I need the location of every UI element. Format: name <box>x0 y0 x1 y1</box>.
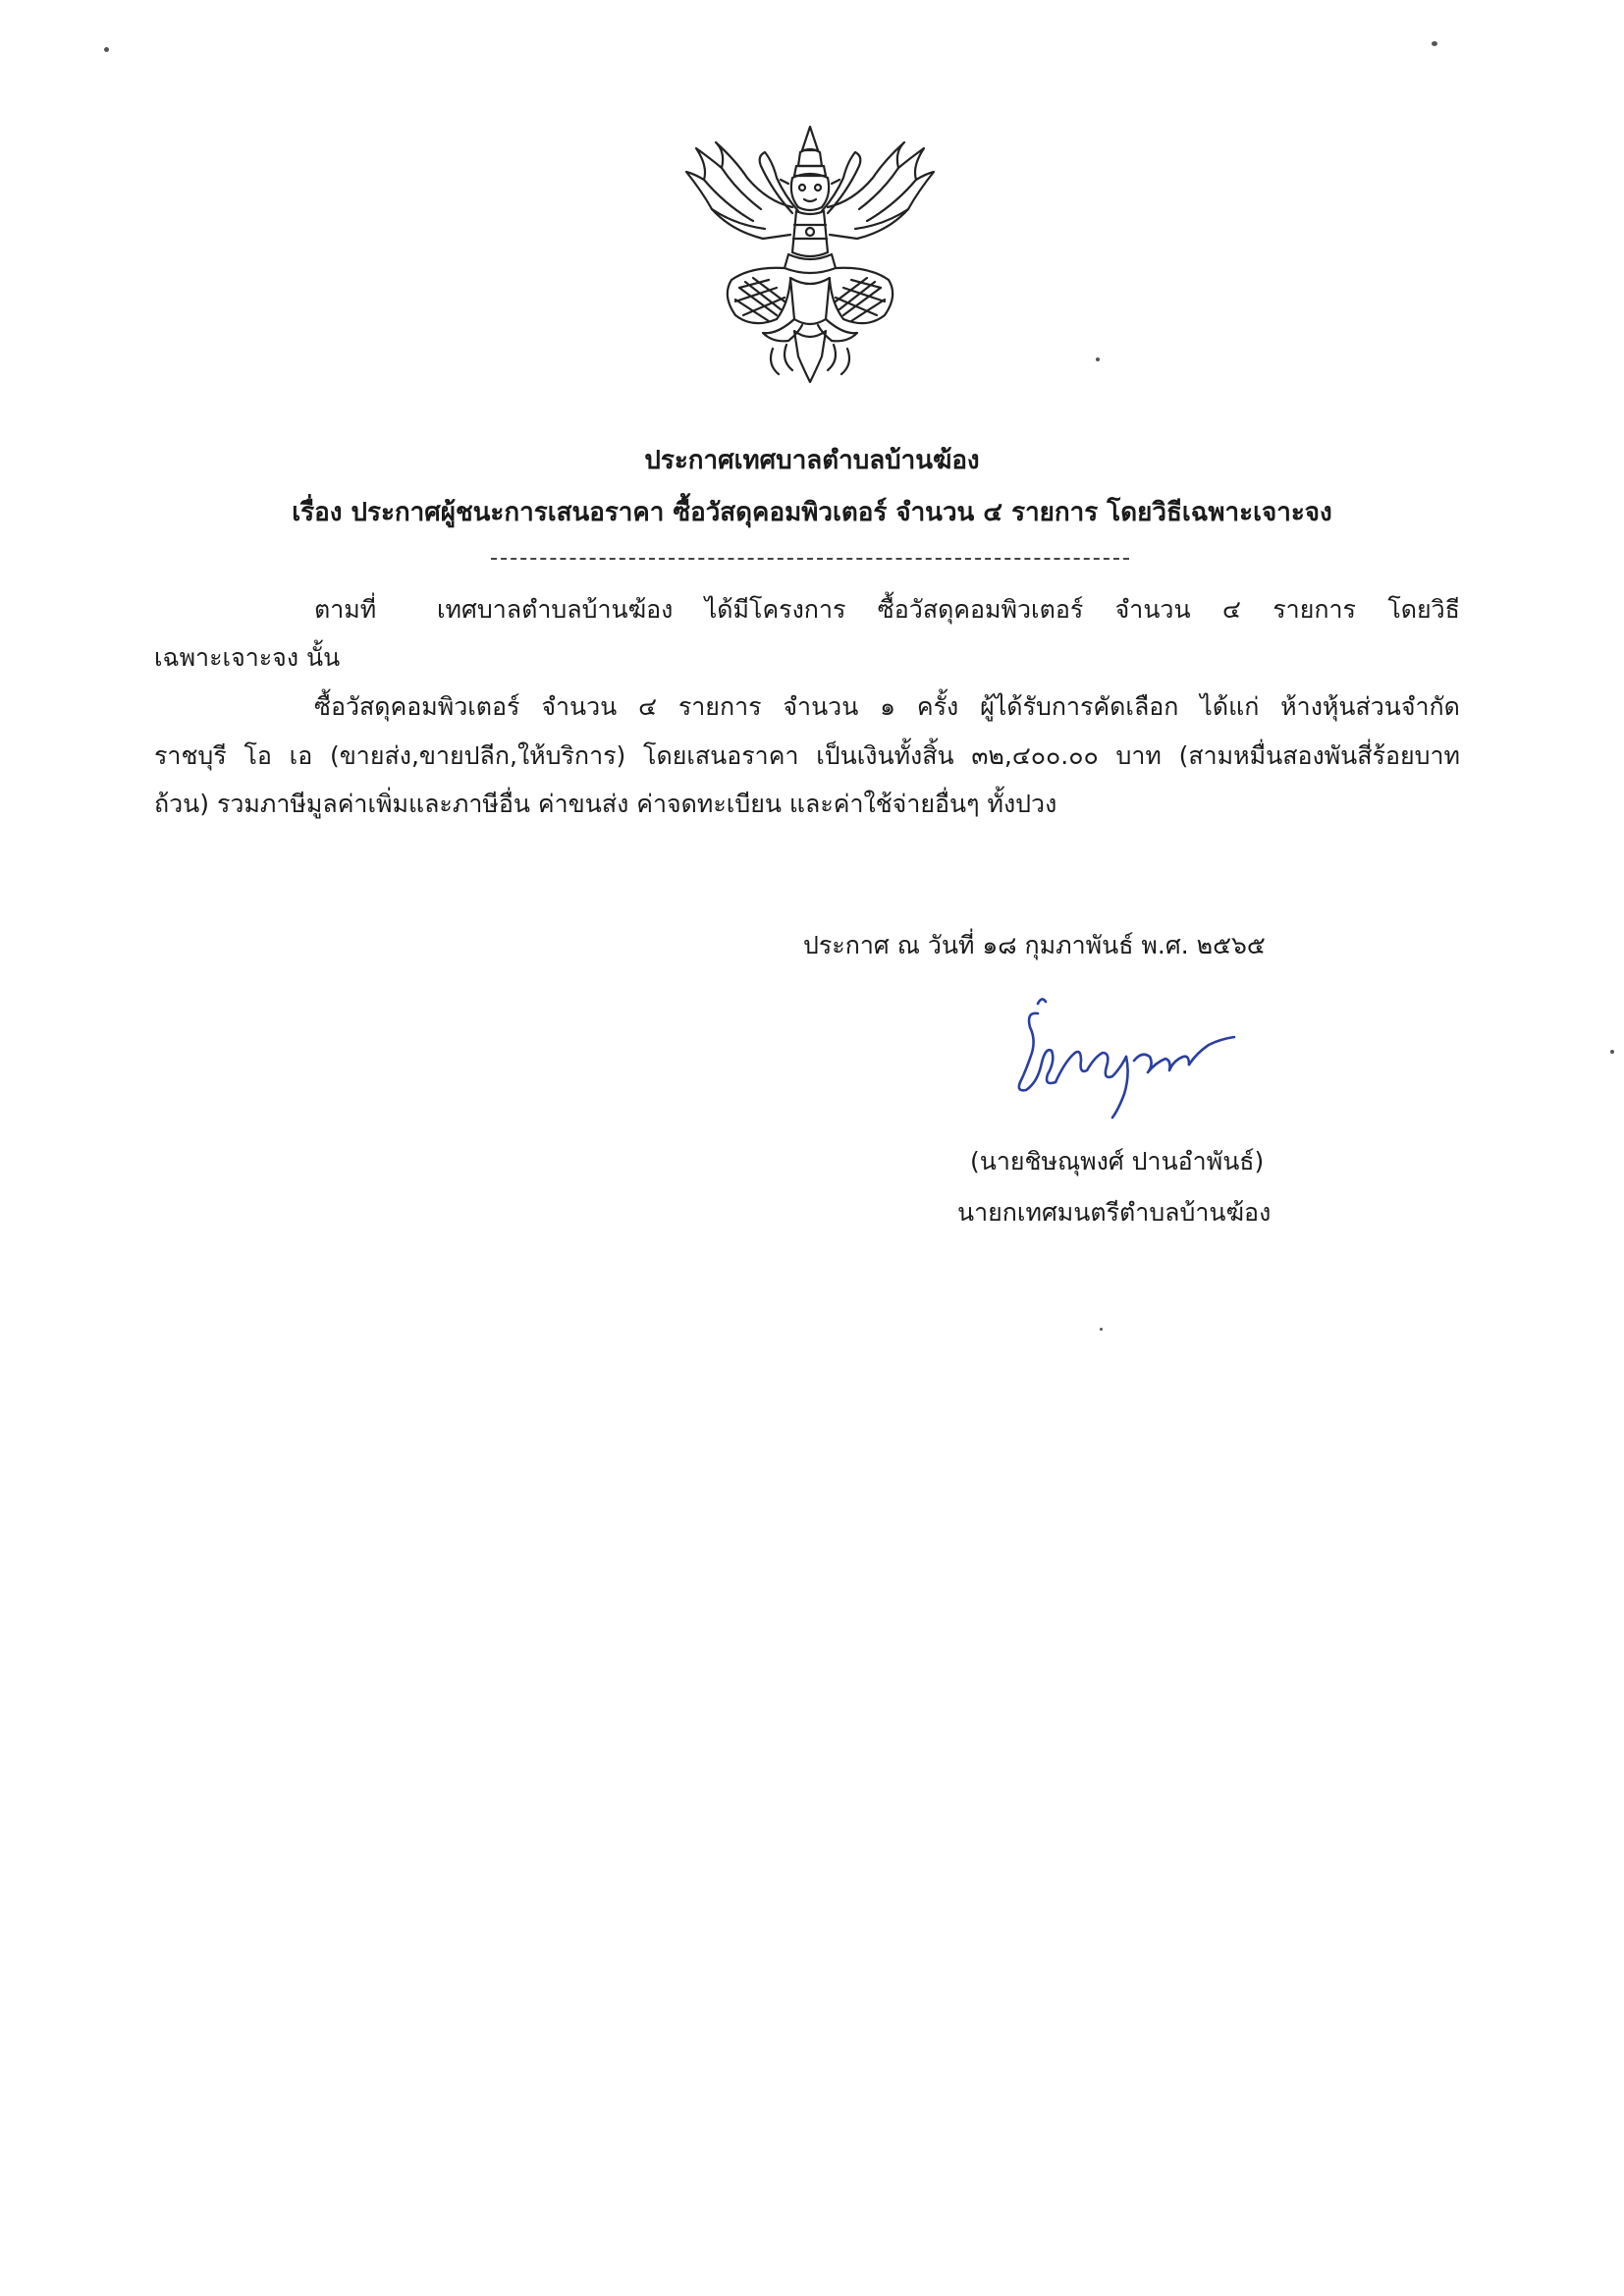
paragraph-word: ๓๒,๔๐๐.๐๐ <box>971 741 1099 770</box>
paragraph-word: ครั้ง <box>916 692 959 721</box>
paragraph-word: (สามหมื่นสองพันสี่ร้อยบาท <box>1178 741 1460 770</box>
signatory-position: นายกเทศมนตรีตำบลบ้านฆ้อง <box>957 1198 1272 1227</box>
paragraph-word: ราชบุรี <box>154 741 227 770</box>
paragraph-word: จำนวน <box>1114 595 1191 624</box>
garuda-emblem-icon <box>682 123 938 386</box>
paragraph-word: รายการ <box>1272 595 1356 624</box>
paragraph-word: ซื้อวัสดุคอมพิวเตอร์ <box>877 595 1084 624</box>
paragraph-word: โอ <box>244 741 272 770</box>
scan-speck <box>104 47 109 52</box>
paragraph-word: รายการ <box>677 692 762 721</box>
paragraph-word: เอ <box>289 741 313 770</box>
paragraph-word: (ขายส่ง,ขายปลีก,ให้บริการ) <box>329 741 626 770</box>
scan-speck <box>1610 1050 1614 1054</box>
paragraph-word: ผู้ได้รับการคัดเลือก <box>980 692 1179 721</box>
paragraph-word: จำนวน <box>541 692 618 721</box>
paragraph-2-line-1 <box>314 690 1460 724</box>
paragraph-2-line-3: ถ้วน) รวมภาษีมูลค่าเพิ่มและภาษีอื่น ค่าขนส่ง ค่าจดทะเบียน และค่าใช้จ่ายอื่นๆ ทั้งปวง <box>154 790 1057 818</box>
subject-label: เรื่อง <box>292 498 343 527</box>
paragraph-word: โดยเสนอราคา <box>643 741 799 770</box>
paragraph-word: ซื้อวัสดุคอมพิวเตอร์ <box>314 692 520 721</box>
paragraph-word: ๔ <box>1221 595 1241 624</box>
paragraph-word: โดยวิธี <box>1387 595 1460 624</box>
scan-speck <box>1100 1328 1103 1331</box>
scan-speck <box>1096 357 1100 361</box>
paragraph-word: ได้มีโครงการ <box>704 595 846 624</box>
title-divider <box>491 558 1129 560</box>
paragraph-word: เทศบาลตำบลบ้านฆ้อง <box>437 595 674 624</box>
paragraph-word: บาท <box>1115 741 1162 770</box>
paragraph-1-line-1 <box>437 593 1460 627</box>
paragraph-word: เป็นเงินทั้งสิ้น <box>816 741 954 770</box>
signature-icon <box>987 992 1252 1139</box>
subject-text: ประกาศผู้ชนะการเสนอราคา ซื้อวัสดุคอมพิวเตอร์ จำนวน ๔ รายการ โดยวิธีเฉพาะเจาะจง <box>351 498 1332 527</box>
paragraph-1-line-2: เฉพาะเจาะจง นั้น <box>154 643 341 672</box>
paragraph-word: ๑ <box>880 692 896 721</box>
paragraph-word: ๔ <box>638 692 657 721</box>
paragraph-1-lead: ตามที่ <box>314 595 377 624</box>
announcement-subject <box>0 496 1624 529</box>
signatory-name: (นายชิษณุพงศ์ ปานอำพันธ์) <box>970 1147 1265 1175</box>
announcement-date: ประกาศ ณ วันที่ ๑๘ กุมภาพันธ์ พ.ศ. ๒๕๖๕ <box>803 931 1266 959</box>
scan-speck <box>1432 41 1437 46</box>
paragraph-word: จำนวน <box>783 692 859 721</box>
paragraph-word: ห้างหุ้นส่วนจำกัด <box>1280 692 1460 721</box>
announcement-title: ประกาศเทศบาลตำบลบ้านฆ้อง <box>644 446 980 475</box>
paragraph-2-line-2 <box>154 739 1460 773</box>
paragraph-word: ได้แก่ <box>1200 692 1260 721</box>
